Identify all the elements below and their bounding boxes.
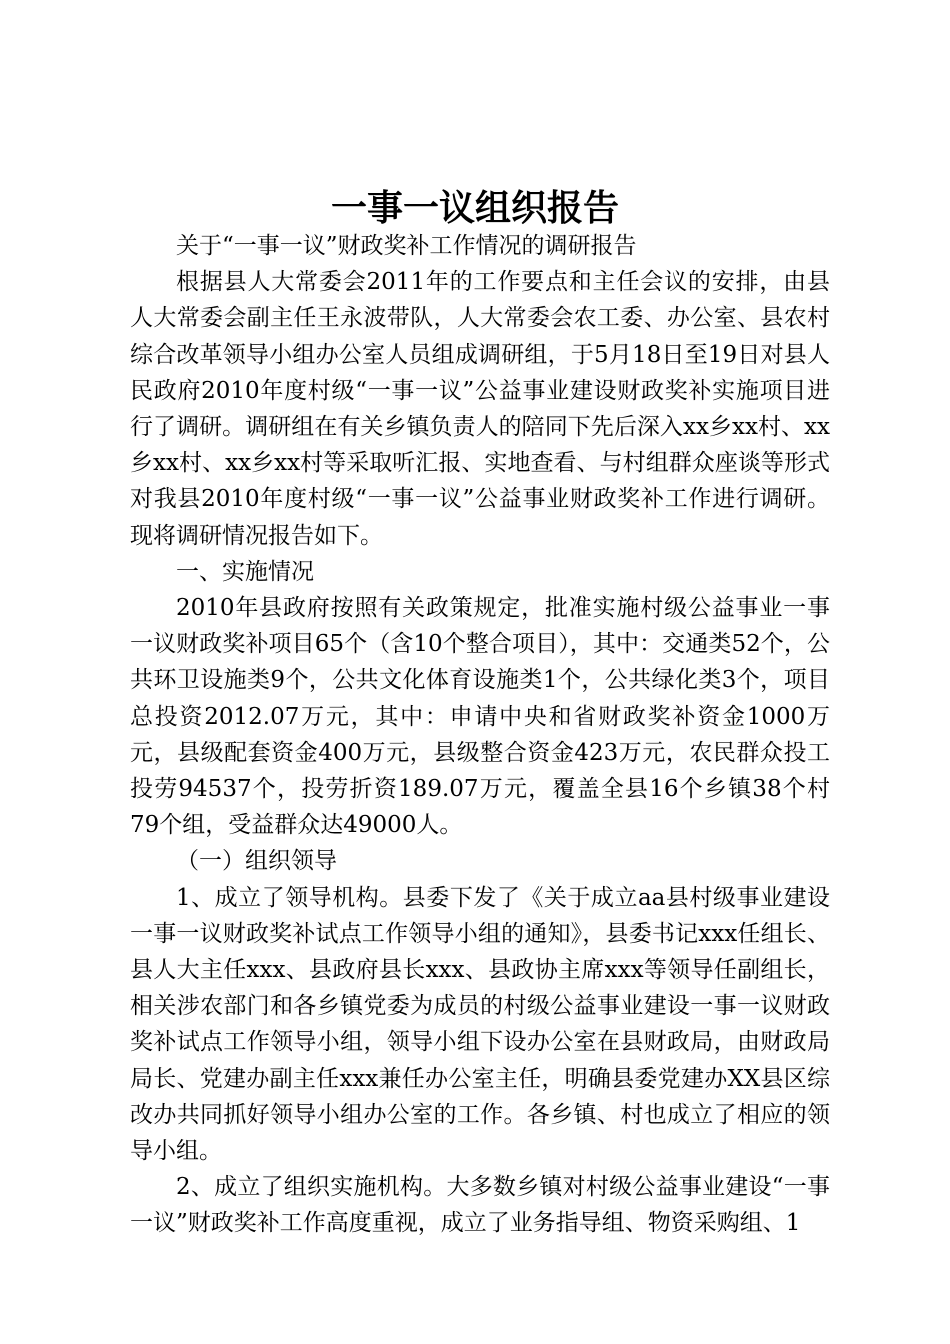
paragraph-leadership: 1、成立了领导机构。县委下发了《关于成立aa县村级事业建设一事一议财政奖补试点工作领导小组的通知》，县委书记xxx任组长、县人大主任xxx、县政府县长xxx、县政协主席xxx等领导任副组长，相关涉农部门和各乡镇党委为成员的村级公益事业建设一事一议财政奖补试点工作领导小组，领导小组下设办公室在县财政局，由财政局局长、党建办副主任xxx兼任办公室主任，明确县委党建办XX县区综改办共同抓好领导小组办公室的工作。各乡镇、村也成立了相应的领导小组。	[130, 884, 830, 1165]
paragraph-implementation: 2010年县政府按照有关政策规定，批准实施村级公益事业一事一议财政奖补项目65个（含10个整合项目），其中：交通类52个，公共环卫设施类9个，公共文化体育设施类1个，公共绿化类3个，项目总投资2012.07万元，其中：申请中央和省财政奖补资金1000万元，县级配套资金400万元，县级整合资金423万元，农民群众投工投劳94537个，投劳折资189.07万元，覆盖全县16个乡镇38个村79个组，受益群众达49000人。	[130, 595, 830, 839]
document-body	[130, 228, 830, 1242]
report-subtitle: 关于“一事一议”财政奖补工作情况的调研报告	[176, 233, 637, 259]
document-title: 一事一议组织报告	[330, 187, 619, 229]
section-heading-implementation: 一、实施情况	[176, 558, 314, 585]
subsection-heading-organization: （一）组织领导	[176, 848, 337, 875]
paragraph-intro: 根据县人大常委会2011年的工作要点和主任会议的安排，由县人大常委会副主任王永波带队，人大常委会农工委、办公室、县农村综合改革领导小组办公室人员组成调研组，于5月18日至19日对县人民政府2010年度村级“一事一议”公益事业建设财政奖补实施项目进行了调研。调研组在有关乡镇负责人的陪同下先后深入xx乡xx村、xx乡xx村、xx乡xx村等采取听汇报、实地查看、与村组群众座谈等形式对我县2010年度村级“一事一议”公益事业财政奖补工作进行调研。现将调研情况报告如下。	[130, 269, 830, 549]
paragraph-implementation-bodies: 2、成立了组织实施机构。大多数乡镇对村级公益事业建设“一事一议”财政奖补工作高度重视，成立了业务指导组、物资采购组、1	[130, 1174, 830, 1237]
